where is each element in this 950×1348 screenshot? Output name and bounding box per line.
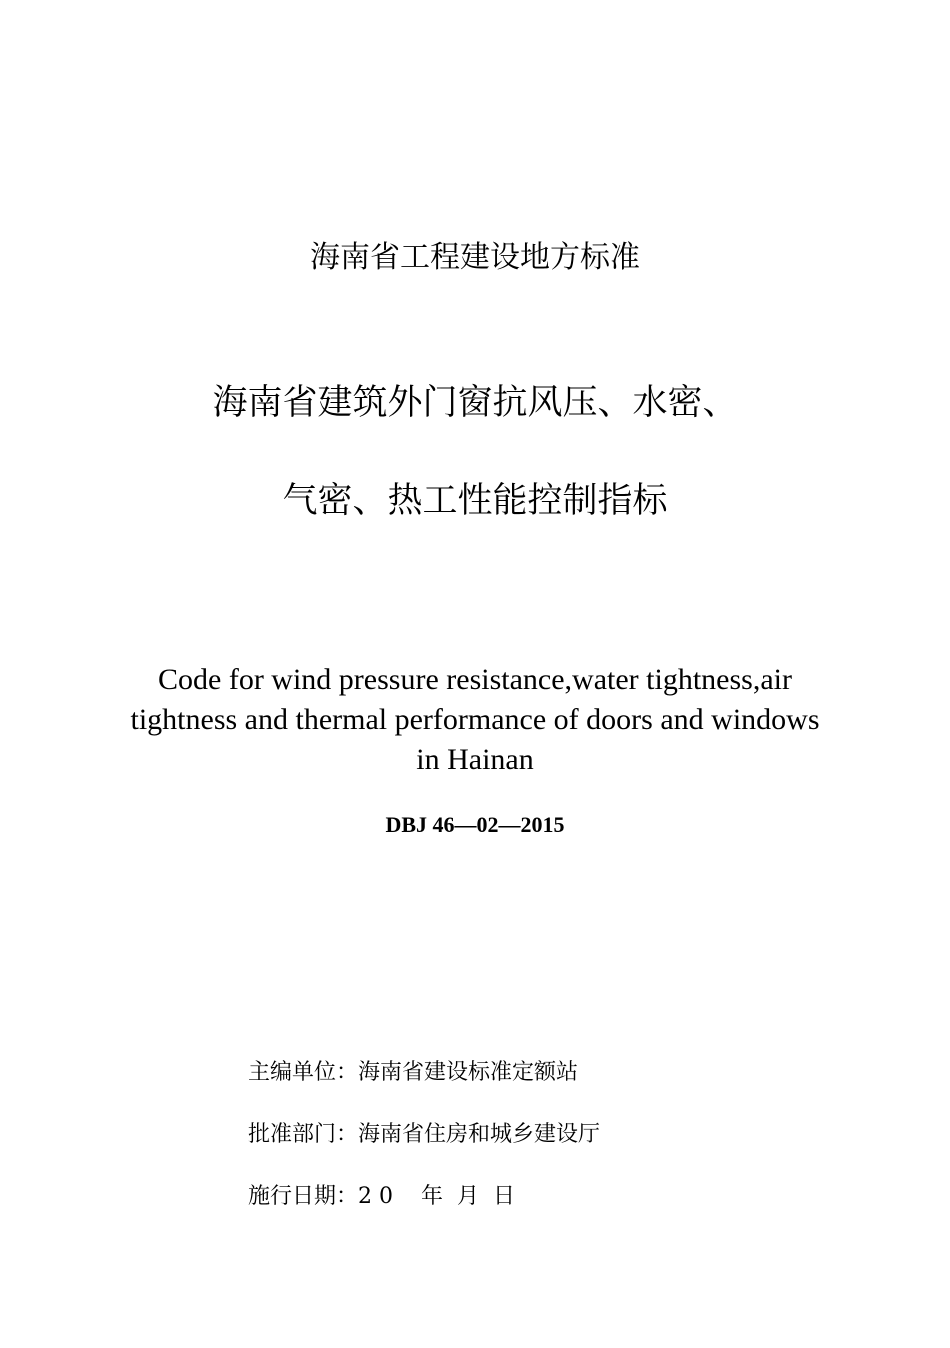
english-title — [95, 660, 855, 780]
info-value: 海南省建设标准定额站 — [358, 1060, 579, 1085]
english-title-line-2: tightness and thermal performance of doors and windows — [130, 703, 820, 736]
series-title: 海南省工程建设地方标准 — [310, 240, 640, 275]
info-label: 施行日期： — [248, 1184, 359, 1209]
main-title-line-2: 气密、热工性能控制指标 — [282, 481, 668, 521]
info-row-effective-date — [248, 1179, 808, 1241]
info-value: 海南省住房和城乡建设厅 — [358, 1122, 601, 1147]
info-label: 主编单位： — [248, 1060, 359, 1085]
standard-code-number: DBJ 46—02—2015 — [385, 812, 565, 837]
english-title-line-3: in Hainan — [416, 743, 534, 776]
english-title-line-1: Code for wind pressure resistance,water tightness,air — [158, 663, 792, 696]
info-row-chief-editor — [248, 1055, 808, 1117]
info-label: 批准部门： — [248, 1122, 359, 1147]
info-row-approval-department — [248, 1117, 808, 1179]
info-value: 2 0 年 月 日 — [358, 1184, 515, 1209]
main-title-line-1: 海南省建筑外门窗抗风压、水密、 — [212, 383, 738, 423]
publication-info — [248, 1055, 808, 1241]
